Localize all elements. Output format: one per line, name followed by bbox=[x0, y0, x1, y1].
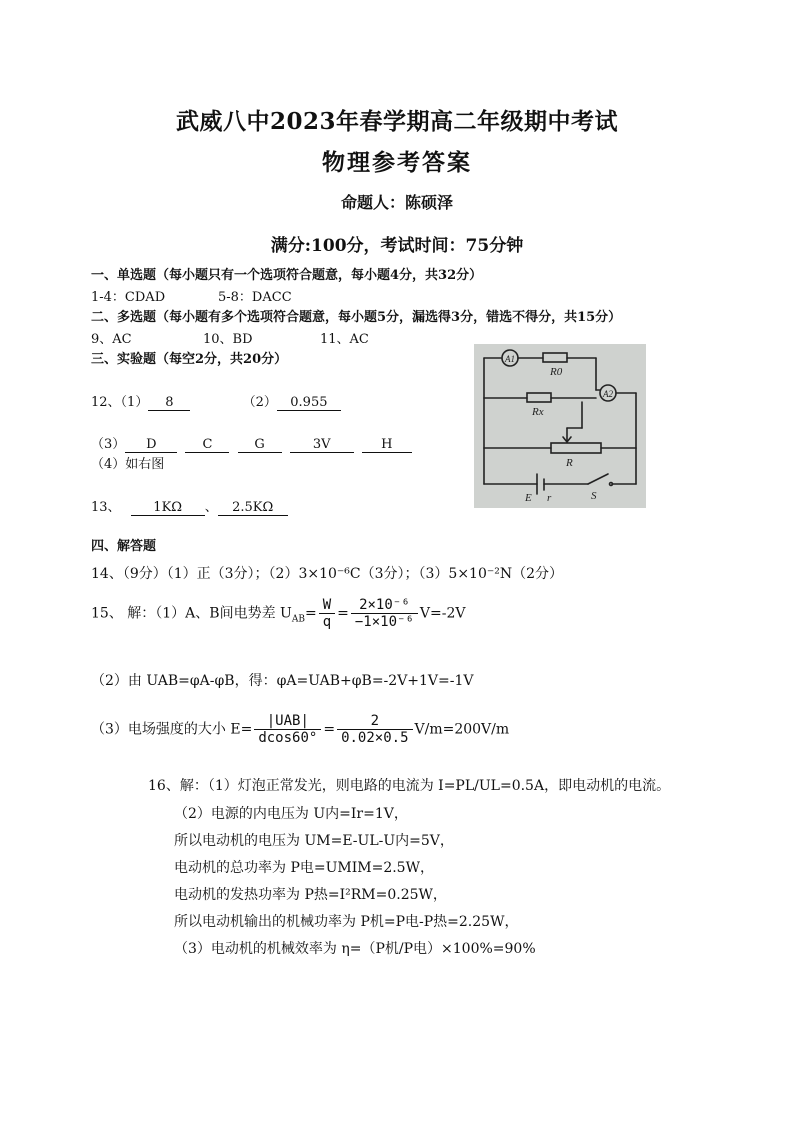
label-rx: Rx bbox=[532, 406, 544, 418]
answer-q16-3: 所以电动机的电压为 UM=E-UL-U内=5V， bbox=[174, 833, 454, 849]
answer-q16-4: 电动机的总功率为 P电=UMIM=2.5W， bbox=[174, 860, 434, 876]
section1-answers-5-8: 5-8：DACC bbox=[218, 290, 292, 305]
q12-3-answer-4: 3V bbox=[290, 437, 354, 453]
q12-label: 12、（1） bbox=[91, 395, 149, 410]
answer-q10: 10、BD bbox=[203, 332, 253, 347]
answer-q16-2: （2）电源的内电压为 U内=Ir=1V， bbox=[174, 806, 408, 822]
answer-q16-6: 所以电动机输出的机械功率为 P机=P电-P热=2.25W， bbox=[174, 914, 519, 930]
answer-q15-3: （3）电场强度的大小 E= $\frac{\text{|UAB|}}{dcos60^\circ}$ = $\frac{2}{0.02\times 0.5}$ V/m=200V/m bbox=[91, 713, 510, 746]
q15-sub: AB bbox=[291, 614, 305, 625]
q15-label: 15、 解：（1）A、B间电势差 U bbox=[91, 605, 292, 622]
author-line: 命题人：陈硕泽 bbox=[340, 193, 453, 212]
label-r-internal: r bbox=[547, 492, 552, 504]
answer-q16-1: 16、解：（1）灯泡正常发光，则电路的电流为 I=PL/UL=0.5A，即电动机的电流。 bbox=[148, 778, 671, 794]
q15-fraction-2: $\frac{\text{2×10⁻⁶}}{\text{−1×10⁻⁶}}$ bbox=[351, 597, 418, 630]
q15-result: V=-2V bbox=[419, 605, 466, 622]
section2-heading: 二、多选题（每小题有多个选项符合题意，每小题5分，漏选得3分，错选不得分，共15分） bbox=[91, 310, 622, 325]
q13-separator: 、 bbox=[204, 500, 218, 515]
q12-1-answer: 8 bbox=[148, 395, 190, 411]
circuit-diagram bbox=[474, 344, 646, 508]
section1-answers-1-4: 1-4：CDAD bbox=[91, 290, 166, 305]
label-r: R bbox=[566, 457, 573, 469]
q12-3-answer-2: C bbox=[185, 437, 229, 453]
section1-heading: 一、单选题（每小题只有一个选项符合题意，每小题4分，共32分） bbox=[91, 268, 483, 283]
score-time-line: 满分:100分，考试时间：75分钟 bbox=[270, 236, 524, 256]
q13-row bbox=[91, 496, 288, 516]
answer-q15-2: （2）由 UAB=φA-φB，得：φA=UAB+φB=-2V+1V=-1V bbox=[91, 673, 474, 689]
q12-3-answer-5: H bbox=[362, 437, 412, 453]
circuit-diagram-photo bbox=[474, 344, 646, 508]
q13-label: 13、 bbox=[91, 500, 121, 515]
document-title: 武威八中2023年春学期高二年级期中考试 bbox=[175, 108, 618, 135]
q13-answer-2: 2.5KΩ bbox=[218, 500, 288, 516]
answer-q9: 9、AC bbox=[91, 332, 132, 347]
q12-3-label: （3） bbox=[91, 437, 126, 452]
answer-q11: 11、AC bbox=[320, 332, 369, 347]
section3-heading: 三、实验题（每空2分，共20分） bbox=[91, 352, 288, 367]
q15-fraction-1: $\frac{W}{q}$ bbox=[319, 597, 335, 630]
label-s: S bbox=[591, 490, 597, 502]
label-a2: A2 bbox=[603, 389, 613, 399]
label-a1: A1 bbox=[505, 354, 515, 364]
q13-answer-1: 1KΩ bbox=[131, 500, 205, 516]
q15-3-label: （3）电场强度的大小 E= bbox=[91, 721, 253, 738]
q12-2-label: （2） bbox=[242, 395, 277, 410]
answer-q15-1: 15、 解：（1）A、B间电势差 $U_{AB}=$ $\frac{W}{q}$ = $\frac{\text{2×10⁻⁶}}{\text{−1×10⁻⁶}}$ V=-2V bbox=[91, 597, 466, 630]
answer-q16-7: （3）电动机的机械效率为 η=（P机/P电）×100%=90% bbox=[174, 941, 536, 957]
q12-row3 bbox=[91, 433, 412, 453]
document-subtitle: 物理参考答案 bbox=[322, 149, 472, 176]
label-r0: R0 bbox=[550, 366, 563, 378]
q12-3-answer-3: G bbox=[238, 437, 282, 453]
q15-3-fraction-1: $\frac{\text{|UAB|}}{dcos60^\circ}$ bbox=[254, 713, 321, 746]
q15-eq: = bbox=[304, 605, 317, 622]
answer-q16-5: 电动机的发热功率为 P热=I²RM=0.25W， bbox=[174, 887, 447, 903]
q12-4-text: （4）如右图 bbox=[91, 457, 165, 472]
q15-3-result: V/m=200V/m bbox=[414, 721, 510, 738]
section4-heading: 四、解答题 bbox=[91, 539, 157, 554]
q15-3-fraction-2: $\frac{2}{0.02\times 0.5}$ bbox=[337, 713, 412, 746]
q12-row1 bbox=[91, 391, 341, 411]
answer-q14: 14、（9分）（1）正（3分）；（2）3×10⁻⁶C（3分）；（3）5×10⁻²N（2分） bbox=[91, 566, 564, 582]
q12-2-answer: 0.955 bbox=[277, 395, 341, 411]
q12-3-answer-1: D bbox=[125, 437, 177, 453]
label-e: E bbox=[525, 492, 532, 504]
